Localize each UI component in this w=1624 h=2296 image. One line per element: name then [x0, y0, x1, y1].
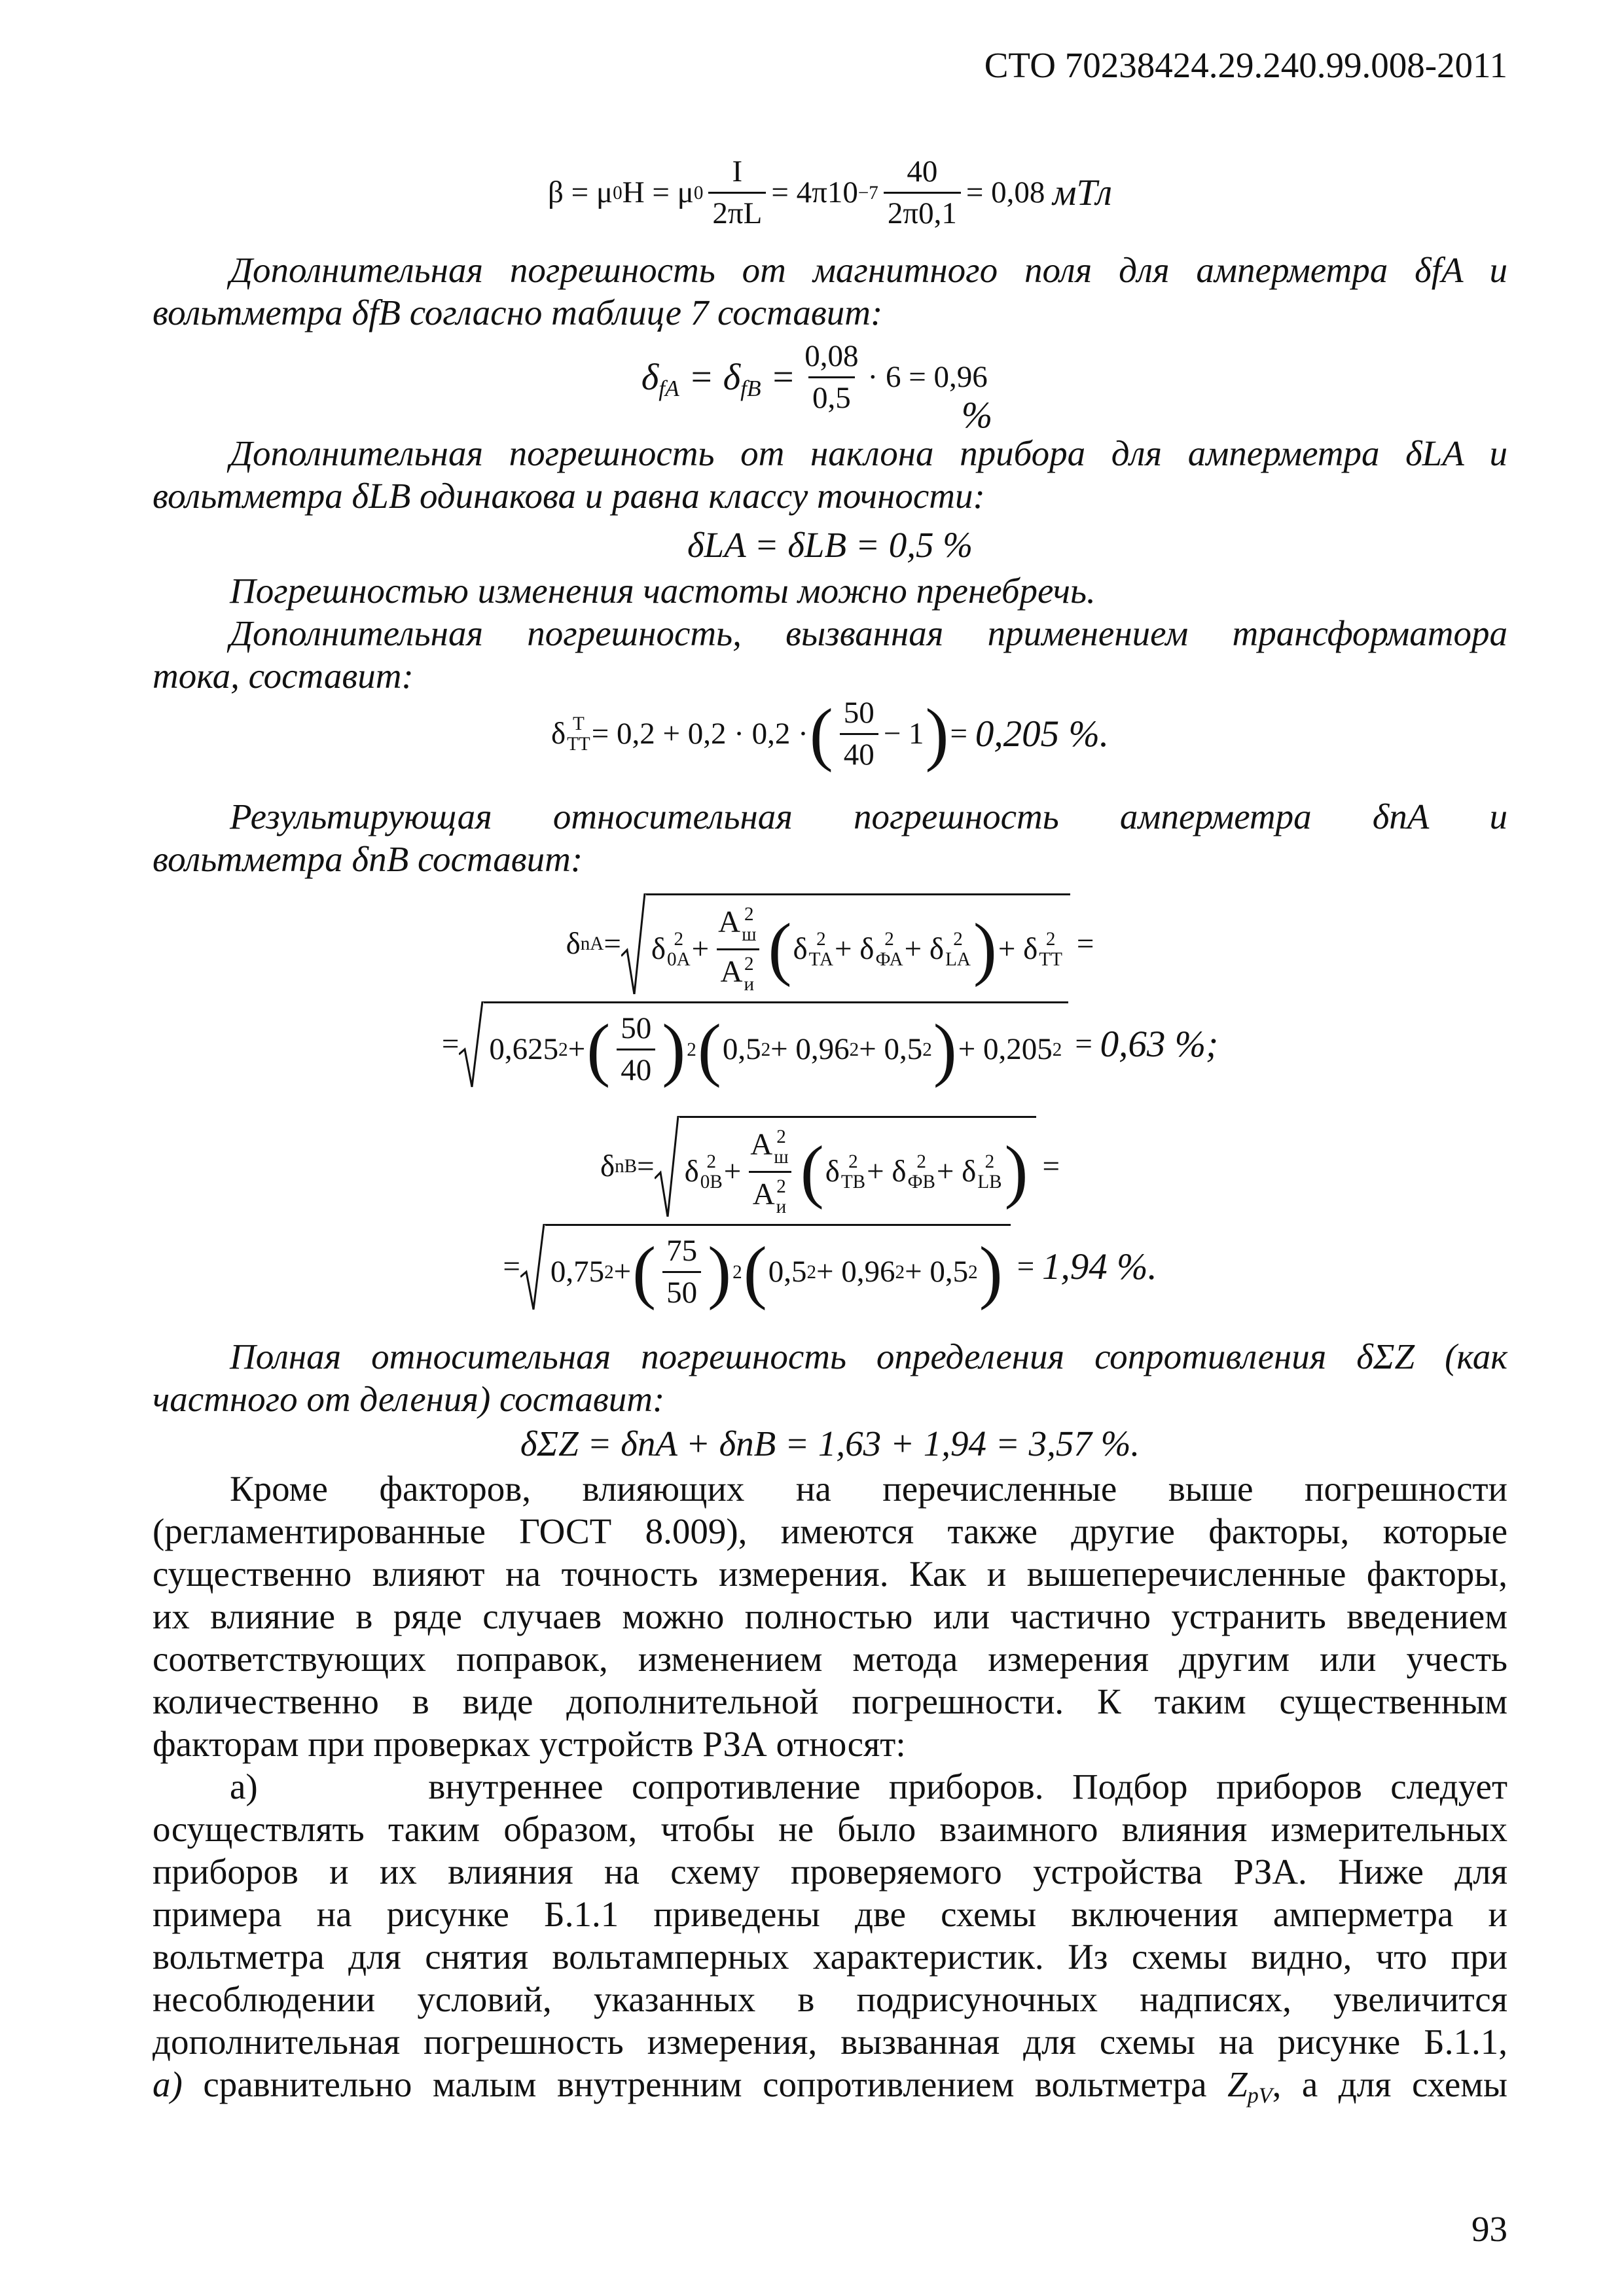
formula-field-error: $\delta_{fA} = \delta_{fB}$ = $\frac{0,08}{0,5}$ · 6 = 0,96 %: [641, 339, 993, 437]
unit-mtl: мТл: [1053, 172, 1112, 214]
text-line: частного от деления) составит:: [153, 1379, 665, 1419]
text-line: Дополнительная погрешность от наклона прибора для амперметра δLA и: [230, 433, 1507, 473]
paragraph-resulting-error: [153, 795, 1507, 880]
formula-field-result: 6 = 0,96: [885, 360, 988, 395]
formula-tilt-error: δLA = δLB = 0,5 %: [687, 525, 973, 565]
text-line: Погрешностью изменения частоты можно пренебречь.: [230, 571, 1096, 611]
formula-transformer-error: δ Т ТТ = 0,2 + 0,2 · 0,2 · ( $\frac{50}{40}$ − 1 ) = 0,205 %.: [550, 694, 1110, 773]
text-line: факторам при проверках устройств РЗА относят:: [153, 1724, 906, 1764]
paragraph-internal-resistance: [153, 1765, 1507, 2106]
text-line: Полная относительная погрешность определения сопротивления δΣZ (как: [230, 1336, 1507, 1376]
text-line: вольтметра δfB согласно таблице 7 составит:: [153, 293, 883, 332]
text-line: вольтметра для снятия вольтамперных характеристик. Из схемы видно, что при: [153, 1937, 1507, 1977]
text-line: приборов и их влияния на схему проверяемого устройства РЗА. Ниже для: [153, 1852, 1507, 1892]
text-line: тока, составит:: [153, 656, 414, 696]
text-line: а) сравнительно малым внутренним сопротивлением вольтметра $Z_{pV}$, а для схемы: [153, 2064, 1507, 2108]
page-number: 93: [1471, 2209, 1507, 2249]
ammeter-result: 0,63 %;: [1100, 1023, 1219, 1065]
formula-ammeter-numeric: = 0,625 2 + ( $\frac{50}{40}$ ) 2 ( 0,5 2 + 0,96 2 + 0,5 2 ) + 0,205 2 = 0,63 %;: [153, 1001, 1507, 1087]
formula-total-error: δΣZ = δnA + δnB = 1,63 + 1,94 = 3,57 %.: [520, 1424, 1140, 1463]
percent-sign: %: [961, 395, 993, 437]
text-line: осуществлять таким образом, чтобы не было взаимного влияния измерительных: [153, 1809, 1507, 1849]
text-line: соответствующих поправок, изменением метода измерения другим или учесть: [153, 1639, 1507, 1679]
document-code-header: СТО 70238424.29.240.99.008-2011: [984, 45, 1507, 85]
text-line: их влияние в ряде случаев можно полностью или частично устранить введением: [153, 1596, 1507, 1636]
text-line: Дополнительная погрешность от магнитного поля для амперметра δfA и: [230, 250, 1507, 290]
voltmeter-result: 1,94 %.: [1041, 1246, 1157, 1287]
paragraph-frequency: [153, 569, 1507, 612]
transformer-result: 0,205 %.: [975, 713, 1110, 755]
paragraph-magnetic-field-error: [153, 249, 1507, 334]
formula-voltmeter-error: δ nB = δ 2 0B + A 2 ш A 2 и ( δ 2 ТВ + δ 2 ФВ + δ 2 LB ) =: [153, 1116, 1507, 1217]
text-line: вольтметра δLB одинакова и равна классу точности:: [153, 476, 985, 516]
text-line: вольтметра δnB составит:: [153, 839, 583, 879]
text-line: а) внутреннее сопротивление приборов. Подбор приборов следует: [230, 1767, 1507, 1806]
text-line: примера на рисунке Б.1.1 приведены две схемы включения амперметра и: [153, 1894, 1507, 1934]
text-line: (регламентированные ГОСТ 8.009), имеются также другие факторы, которые: [153, 1511, 1507, 1551]
text-line: существенно влияют на точность измерения. Как и вышеперечисленные факторы,: [153, 1554, 1507, 1594]
text-line: Кроме факторов, влияющих на перечисленные выше погрешности: [230, 1469, 1507, 1509]
text-line: дополнительная погрешность измерения, вызванная для схемы на рисунке Б.1.1,: [153, 2022, 1507, 2062]
formula-magnetic-induction: β = μ 0 H = μ 0 $\frac{I}{2\pi L}$ = 4π10 −7 $\frac{40}{2\pi 0,1}$ = 0,08 мТл: [548, 154, 1112, 231]
text-line: количественно в виде дополнительной погрешности. К таким существенным: [153, 1681, 1507, 1721]
paragraph-total-error: [153, 1335, 1507, 1420]
paragraph-current-transformer: [153, 612, 1507, 697]
paragraph-other-factors: [153, 1467, 1507, 1765]
text-line: несоблюдении условий, указанных в подрисуночных надписях, увеличится: [153, 1979, 1507, 2019]
paragraph-tilt-error: [153, 432, 1507, 517]
formula-ammeter-error: δ nA = δ 2 0A + A 2 ш A 2 и ( δ 2 ТА + δ 2 ФА + δ 2 LA ) + δ 2 ТТ =: [153, 893, 1507, 994]
text-line: Результирующая относительная погрешность амперметра δnA и: [230, 797, 1507, 836]
text-line: Дополнительная погрешность, вызванная применением трансформатора: [230, 613, 1507, 653]
formula-voltmeter-numeric: = 0,75 2 + ( $\frac{75}{50}$ ) 2 ( 0,5 2 + 0,96 2 + 0,5 2 ) = 1,94 %.: [153, 1224, 1507, 1310]
